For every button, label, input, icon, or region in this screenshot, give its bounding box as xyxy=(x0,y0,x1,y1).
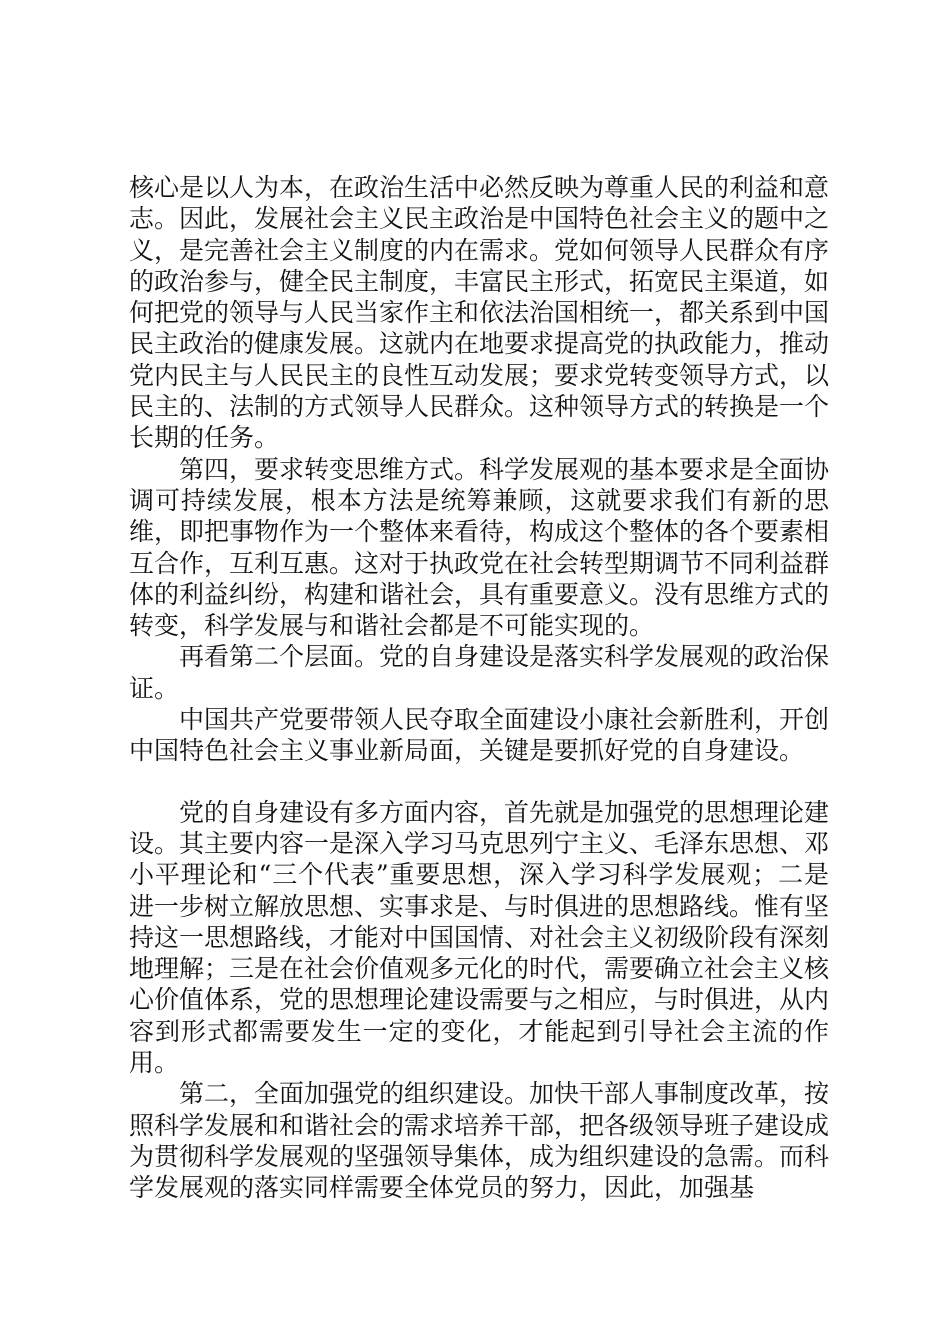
paragraph-1: 核心是以人为本，在政治生活中必然反映为尊重人民的利益和意志。因此，发展社会主义民主政治是中国特色社会主义的题中之义，是完善社会主义制度的内在需求。党如何领导人民群众有序的政治参与，健全民主制度，丰富民主形式，拓宽民主渠道，如何把党的领导与人民当家作主和依法治国相统一，都关系到中国民主政治的健康发展。这就内在地要求提高党的执政能力，推动党内民主与人民民主的良性互动发展；要求党转变领导方式，以民主的、法制的方式领导人民群众。这种领导方式的转换是一个长期的任务。 xyxy=(129,173,830,453)
paragraph-6: 第二，全面加强党的组织建设。加快干部人事制度改革，按照科学发展和和谐社会的需求培养干部，把各级领导班子建设成为贯彻科学发展观的坚强领导集体，成为组织建设的急需。而科学发展观的落实同样需要全体党员的努力，因此，加强基 xyxy=(129,1079,830,1203)
paragraph-5: 党的自身建设有多方面内容，首先就是加强党的思想理论建设。其主要内容一是深入学习马克思列宁主义、毛泽东思想、邓小平理论和“三个代表”重要思想，深入学习科学发展观；二是进一步树立解放思想、实事求是、与时俱进的思想路线。惟有坚持这一思想路线，才能对中国国情、对社会主义初级阶段有深刻地理解；三是在社会价值观多元化的时代，需要确立社会主义核心价值体系，党的思想理论建设需要与之相应，与时俱进，从内容到形式都需要发生一定的变化，才能起到引导社会主流的作用。 xyxy=(129,797,830,1078)
paragraph-2: 第四，要求转变思维方式。科学发展观的基本要求是全面协调可持续发展，根本方法是统筹兼顾，这就要求我们有新的思维，即把事物作为一个整体来看待，构成这个整体的各个要素相互合作，互利互惠。这对于执政党在社会转型期调节不同利益群体的利益纠纷，构建和谐社会，具有重要意义。没有思维方式的转变，科学发展与和谐社会都是不可能实现的。 xyxy=(129,454,830,641)
paragraph-4: 中国共产党要带领人民夺取全面建设小康社会新胜利，开创中国特色社会主义事业新局面，关键是要抓好党的自身建设。 xyxy=(129,705,830,766)
document-page xyxy=(129,172,829,1204)
paragraph-3: 再看第二个层面。党的自身建设是落实科学发展观的政治保证。 xyxy=(129,642,830,703)
